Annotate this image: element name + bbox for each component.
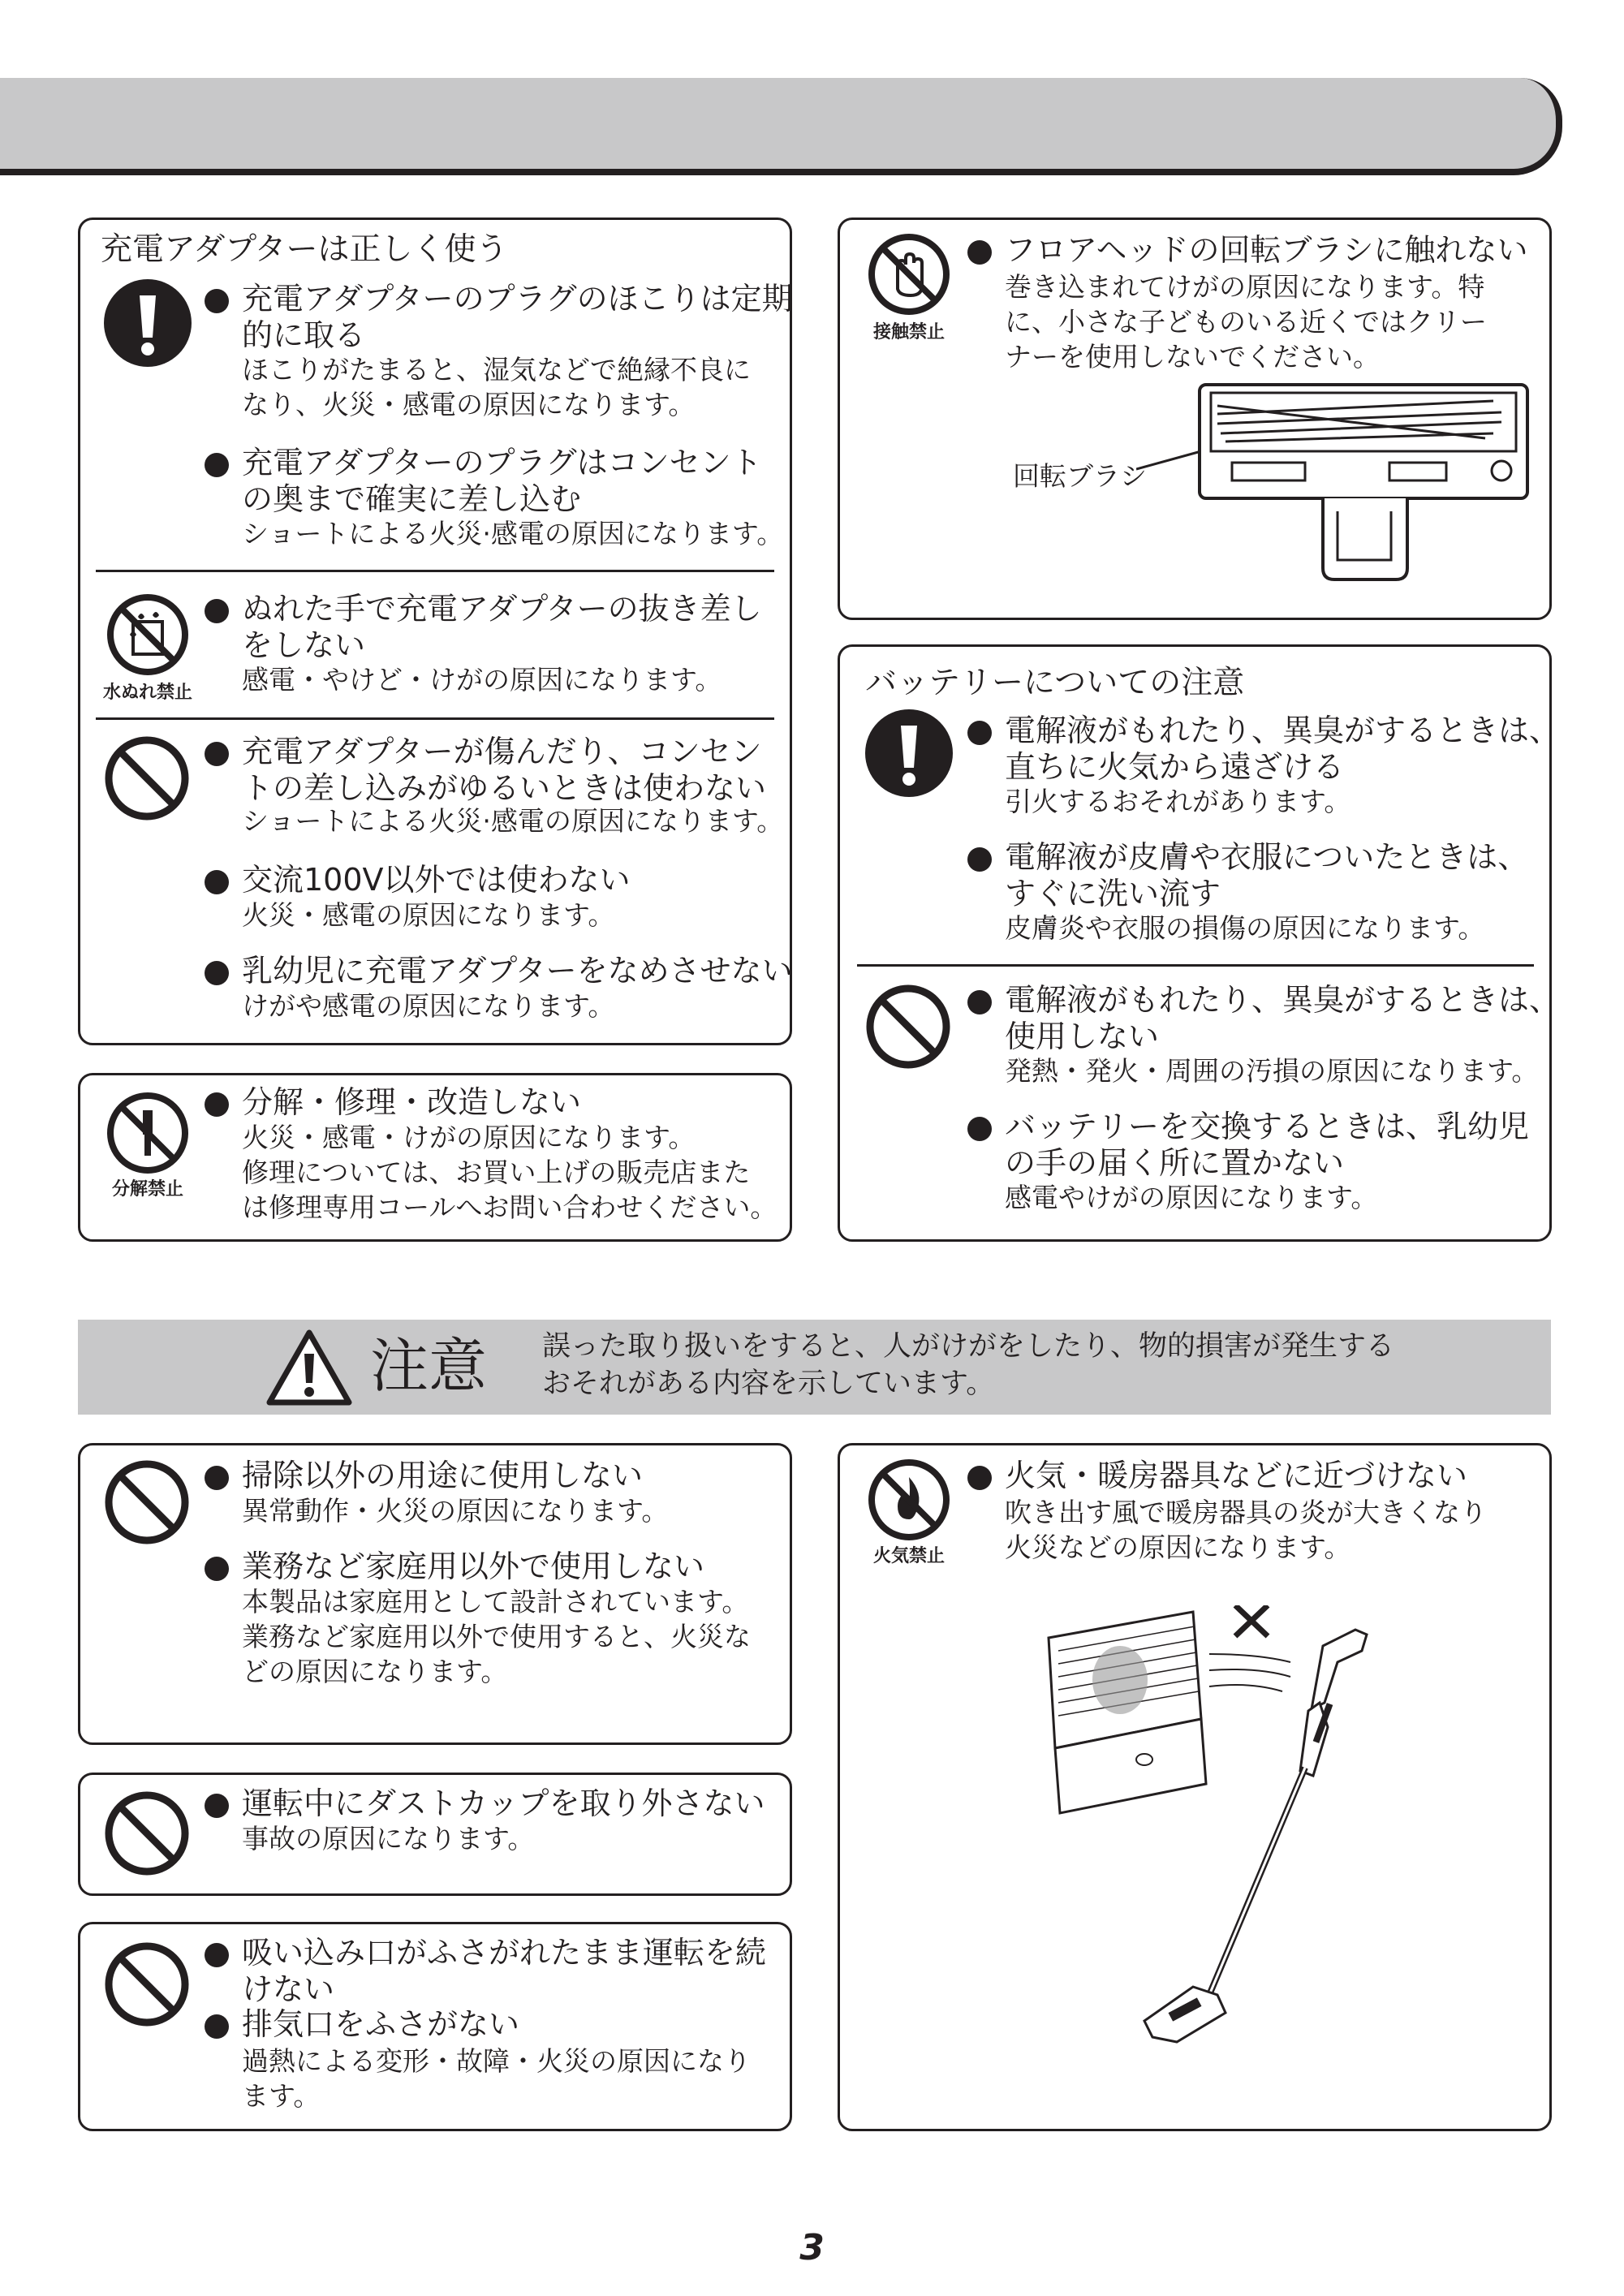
bullet-icon	[205, 1943, 229, 1967]
item-body: 吹き出す風で暖房器具の炎が大きくなり 火災などの原因になります。	[1005, 1497, 1487, 1563]
item-body: 発熱・発火・周囲の汚損の原因になります。	[1005, 1055, 1539, 1087]
item-head: 吸い込み口がふさがれたまま運転を続 けない	[242, 1935, 767, 2007]
prohibited-icon	[865, 984, 951, 1070]
divider	[96, 570, 774, 572]
bullet-icon	[967, 1117, 992, 1141]
item-body: 感電やけがの原因になります。	[1005, 1182, 1378, 1213]
brush-diagram-label: 回転ブラシ	[1013, 460, 1147, 492]
item-head: 運転中にダストカップを取り外さない	[242, 1786, 765, 1821]
item-head: 電解液がもれたり、異臭がするときは、 直ちに火気から遠ざける	[1005, 713, 1561, 785]
no-fire-icon	[867, 1458, 951, 1542]
prohibited-icon	[104, 735, 190, 821]
item-head: ぬれた手で充電アダプターの抜き差し をしない	[242, 591, 762, 663]
item-body: ほこりがたまると、湿気などで絶縁不良に なり、火災・感電の原因になります。	[242, 354, 751, 420]
item-head: 業務など家庭用以外で使用しない	[242, 1549, 705, 1584]
bullet-icon	[967, 721, 992, 745]
item-head: 排気口をふさがない	[242, 2006, 520, 2042]
no-touch-icon	[867, 232, 951, 317]
divider	[857, 964, 1534, 967]
fire-prohibited-label: 火気禁止	[872, 1546, 945, 1566]
bullet-icon	[205, 2014, 229, 2039]
item-body: 異常動作・火災の原因になります。	[242, 1495, 669, 1527]
mandatory-icon	[865, 709, 953, 797]
no-wet-hands-icon	[106, 592, 190, 677]
disassembly-prohibited-label: 分解禁止	[111, 1179, 183, 1200]
wet-prohibited-label: 水ぬれ禁止	[102, 683, 192, 703]
page-number: 3	[799, 2227, 825, 2268]
bullet-icon	[967, 1466, 992, 1490]
item-head: 乳幼児に充電アダプターをなめさせない	[242, 953, 793, 989]
no-disassembly-icon	[106, 1091, 190, 1175]
bullet-icon	[967, 847, 992, 872]
prohibited-icon	[104, 1941, 190, 2027]
item-body: 本製品は家庭用として設計されています。 業務など家庭用以外で使用すると、火災な どの原因になります。	[242, 1586, 751, 1687]
item-head: 掃除以外の用途に使用しない	[242, 1458, 644, 1493]
divider	[96, 717, 774, 720]
floor-head-diagram	[1136, 381, 1534, 584]
item-body: 引火するおそれがあります。	[1005, 786, 1351, 817]
item-body: 感電・やけど・けがの原因になります。	[242, 664, 722, 696]
item-body: ショートによる火災·感電の原因になります。	[242, 805, 784, 837]
section-title: 充電アダプターは正しく使う	[101, 231, 508, 268]
item-body: 巻き込まれてけがの原因になります。特 に、小さな子どものいる近くではクリー ナーを使用しないでください。	[1005, 271, 1487, 373]
item-body: ショートによる火災·感電の原因になります。	[242, 518, 784, 549]
bullet-icon	[205, 1557, 229, 1581]
item-head: 電解液が皮膚や衣服についたときは、 すぐに洗い流す	[1005, 839, 1529, 911]
item-body: 皮膚炎や衣服の損傷の原因になります。	[1005, 912, 1485, 944]
bullet-icon	[205, 453, 229, 477]
item-body: 事故の原因になります。	[242, 1823, 535, 1854]
bullet-icon	[205, 1092, 229, 1117]
touch-prohibited-label: 接触禁止	[872, 322, 945, 342]
bullet-icon	[205, 289, 229, 313]
bullet-icon	[205, 599, 229, 623]
item-head: 充電アダプターのプラグのほこりは定期 的に取る	[242, 281, 793, 353]
header-band	[0, 78, 1562, 175]
item-body: けがや感電の原因になります。	[242, 990, 615, 1022]
bullet-icon	[205, 1794, 229, 1818]
bullet-icon	[205, 870, 229, 894]
bullet-icon	[967, 240, 992, 265]
item-body: 火災・感電の原因になります。	[242, 899, 615, 931]
item-body: 過熱による変形・故障・火災の原因になり ます。	[242, 2045, 751, 2112]
item-head: バッテリーを交換するときは、乳幼児 の手の届く所に置かない	[1005, 1109, 1530, 1181]
item-head: 分解・修理・改造しない	[242, 1084, 582, 1120]
bullet-icon	[205, 1466, 229, 1490]
prohibited-icon	[104, 1459, 190, 1545]
caution-title: 注意	[370, 1332, 488, 1400]
item-head: 電解液がもれたり、異臭がするときは、 使用しない	[1005, 982, 1561, 1054]
caution-text: 誤った取り扱いをすると、人がけがをしたり、物的損害が発生する おそれがある内容を示しています。	[542, 1330, 1395, 1400]
warning-triangle-icon	[265, 1328, 354, 1407]
section-title: バッテリーについての注意	[865, 665, 1245, 701]
item-head: 充電アダプターが傷んだり、コンセン トの差し込みがゆるいときは使わない	[242, 734, 767, 806]
bullet-icon	[205, 961, 229, 985]
item-head: 充電アダプターのプラグはコンセント の奥まで確実に差し込む	[242, 445, 762, 517]
heater-vacuum-illustration	[1047, 1605, 1404, 2052]
item-head: フロアヘッドの回転ブラシに触れない	[1005, 232, 1528, 268]
item-head: 交流100V以外では使わない	[242, 862, 631, 898]
bullet-icon	[967, 990, 992, 1014]
prohibited-icon	[104, 1790, 190, 1876]
mandatory-icon	[104, 279, 192, 367]
item-head: 火気・暖房器具などに近づけない	[1005, 1458, 1468, 1493]
bullet-icon	[205, 742, 229, 766]
item-body: 火災・感電・けがの原因になります。 修理については、お買い上げの販売店また は修理専用コールへお問い合わせください。	[242, 1122, 778, 1223]
